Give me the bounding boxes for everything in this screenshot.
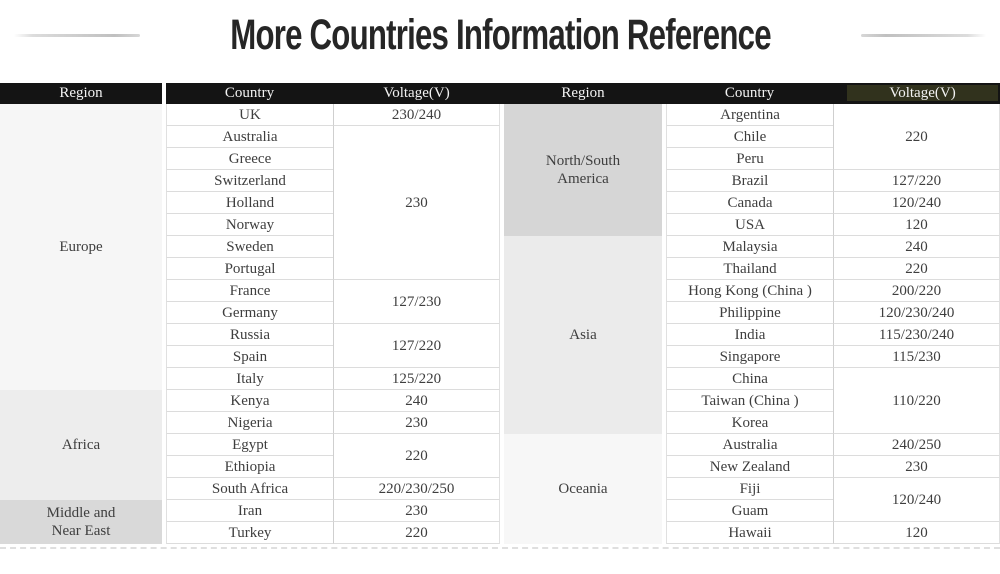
voltage-cell: 240 xyxy=(833,236,1000,258)
country-cell: Argentina xyxy=(666,104,833,126)
table-row xyxy=(0,390,500,412)
voltage-cell: 127/220 xyxy=(333,324,500,368)
country-cell: Germany xyxy=(166,302,333,324)
column-header-country: Country xyxy=(166,83,333,104)
voltage-cell: 240/250 xyxy=(833,434,1000,456)
country-cell: Nigeria xyxy=(166,412,333,434)
country-cell: Chile xyxy=(666,126,833,148)
country-cell: Philippine xyxy=(666,302,833,324)
decorative-line-left xyxy=(14,34,140,37)
region-cell-north-south-america: North/South America xyxy=(500,104,666,236)
voltage-cell: 127/220 xyxy=(833,170,1000,192)
voltage-cell: 230 xyxy=(833,456,1000,478)
page-title: More Countries Information Reference xyxy=(229,11,771,59)
country-cell: Portugal xyxy=(166,258,333,280)
header-row xyxy=(500,83,1000,104)
region-cell-oceania: Oceania xyxy=(500,434,666,544)
voltage-cell: 230 xyxy=(333,126,500,280)
country-cell: Malaysia xyxy=(666,236,833,258)
voltage-cell: 120 xyxy=(833,214,1000,236)
voltage-cell: 220 xyxy=(833,104,1000,170)
column-header-voltage-v: Voltage(V) xyxy=(333,83,500,104)
region-cell-europe: Europe xyxy=(0,104,166,390)
country-cell: Korea xyxy=(666,412,833,434)
country-cell: Singapore xyxy=(666,346,833,368)
voltage-cell: 127/230 xyxy=(333,280,500,324)
voltage-cell: 115/230 xyxy=(833,346,1000,368)
country-cell: Norway xyxy=(166,214,333,236)
country-cell: Switzerland xyxy=(166,170,333,192)
country-cell: Sweden xyxy=(166,236,333,258)
country-cell: Iran xyxy=(166,500,333,522)
column-header-region: Region xyxy=(0,83,166,104)
country-cell: Greece xyxy=(166,148,333,170)
voltage-cell: 220 xyxy=(833,258,1000,280)
country-cell: China xyxy=(666,368,833,390)
country-cell: Guam xyxy=(666,500,833,522)
voltage-table-right xyxy=(500,83,1000,544)
country-cell: Taiwan (China ) xyxy=(666,390,833,412)
column-header-country: Country xyxy=(666,83,833,104)
voltage-table-left xyxy=(0,83,500,544)
column-header-region: Region xyxy=(500,83,666,104)
voltage-cell: 220 xyxy=(333,522,500,544)
voltage-cell: 230 xyxy=(333,412,500,434)
country-cell: Kenya xyxy=(166,390,333,412)
country-cell: Canada xyxy=(666,192,833,214)
decorative-line-right xyxy=(861,34,987,37)
country-cell: Italy xyxy=(166,368,333,390)
voltage-cell: 115/230/240 xyxy=(833,324,1000,346)
voltage-cell: 230 xyxy=(333,500,500,522)
voltage-cell: 120/230/240 xyxy=(833,302,1000,324)
region-cell-middle-and-near-east: Middle and Near East xyxy=(0,500,166,544)
country-cell: Fiji xyxy=(666,478,833,500)
voltage-reference-tables xyxy=(0,83,1000,544)
column-header-voltage-v xyxy=(833,83,1000,104)
header-highlight: Voltage(V) xyxy=(847,85,998,101)
country-cell: Spain xyxy=(166,346,333,368)
country-cell: Russia xyxy=(166,324,333,346)
country-cell: India xyxy=(666,324,833,346)
country-cell: Ethiopia xyxy=(166,456,333,478)
country-cell: Australia xyxy=(666,434,833,456)
table-header-left xyxy=(0,83,500,104)
table-row xyxy=(0,500,500,522)
table-header-right xyxy=(500,83,1000,104)
table-row xyxy=(0,104,500,126)
voltage-cell: 125/220 xyxy=(333,368,500,390)
country-cell: France xyxy=(166,280,333,302)
country-cell: Hong Kong (China ) xyxy=(666,280,833,302)
voltage-cell: 220/230/250 xyxy=(333,478,500,500)
voltage-cell: 120/240 xyxy=(833,192,1000,214)
voltage-cell: 220 xyxy=(333,434,500,478)
country-cell: Thailand xyxy=(666,258,833,280)
country-cell: Australia xyxy=(166,126,333,148)
voltage-cell: 110/220 xyxy=(833,368,1000,434)
country-cell: New Zealand xyxy=(666,456,833,478)
country-cell: Holland xyxy=(166,192,333,214)
voltage-cell: 230/240 xyxy=(333,104,500,126)
country-cell: Hawaii xyxy=(666,522,833,544)
country-cell: South Africa xyxy=(166,478,333,500)
header-row xyxy=(0,83,500,104)
country-cell: Turkey xyxy=(166,522,333,544)
voltage-cell: 200/220 xyxy=(833,280,1000,302)
country-cell: Brazil xyxy=(666,170,833,192)
bottom-divider xyxy=(0,547,1000,549)
table-row xyxy=(500,104,1000,126)
region-cell-africa: Africa xyxy=(0,390,166,500)
region-cell-asia: Asia xyxy=(500,236,666,434)
table-row xyxy=(500,434,1000,456)
title-banner xyxy=(0,0,1000,83)
country-cell: USA xyxy=(666,214,833,236)
country-cell: UK xyxy=(166,104,333,126)
country-cell: Egypt xyxy=(166,434,333,456)
country-cell: Peru xyxy=(666,148,833,170)
voltage-cell: 120 xyxy=(833,522,1000,544)
table-row xyxy=(500,236,1000,258)
voltage-cell: 240 xyxy=(333,390,500,412)
voltage-cell: 120/240 xyxy=(833,478,1000,522)
